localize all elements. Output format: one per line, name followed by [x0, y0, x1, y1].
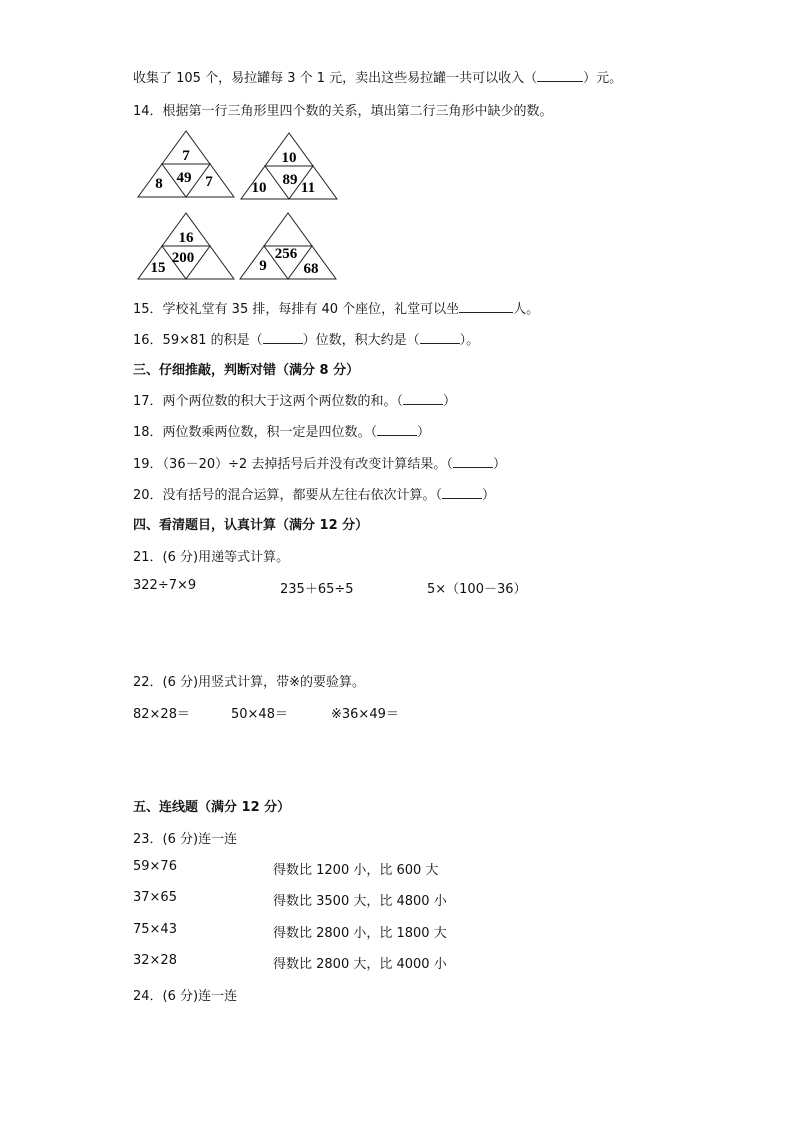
question-17 — [133, 390, 456, 409]
match-right-item[interactable]: 得数比 3500 大，比 4800 小 — [273, 894, 447, 909]
question-text: ） — [417, 425, 431, 440]
number-triangle-1 — [137, 130, 235, 198]
question-23: 23．(6 分)连一连 — [133, 832, 238, 847]
match-left-item[interactable]: 59×76 — [133, 859, 177, 874]
question-text: 20．没有括号的混合运算，都要从左往右依次计算。（ — [133, 488, 443, 503]
triangle-left-number: 15 — [150, 260, 166, 276]
question-text: 16．59×81 的积是（ — [133, 333, 263, 348]
match-left-item[interactable]: 37×65 — [133, 890, 177, 905]
triangle-top-number: 7 — [182, 148, 190, 164]
answer-blank[interactable] — [453, 456, 493, 468]
question-24: 24．(6 分)连一连 — [133, 989, 238, 1004]
calc-expression: 5×（100－36） — [427, 582, 527, 597]
vertical-calc-expression: ※36×49＝ — [331, 707, 399, 722]
triangle-right-number: 68 — [303, 261, 319, 277]
answer-blank[interactable] — [420, 332, 460, 344]
triangle-center-number: 89 — [282, 172, 298, 188]
question-14: 14．根据第一行三角形里四个数的关系，填出第二行三角形中缺少的数。 — [133, 104, 553, 119]
triangle-top-number: 16 — [178, 230, 194, 246]
triangle-left-number: 10 — [251, 180, 267, 196]
triangle-right-number: 11 — [300, 180, 316, 196]
answer-blank[interactable] — [377, 424, 417, 436]
number-triangle-3 — [137, 212, 235, 280]
triangle-center-number: 49 — [176, 170, 192, 186]
section-heading-5: 五、连线题（满分 12 分） — [133, 800, 291, 815]
question-text: ） — [443, 394, 457, 409]
question-13-tail — [133, 67, 622, 86]
match-left-item[interactable]: 75×43 — [133, 922, 177, 937]
question-16 — [133, 329, 479, 348]
match-right-item[interactable]: 得数比 1200 小，比 600 大 — [273, 863, 439, 878]
triangle-top-number: 10 — [281, 150, 297, 166]
question-text: 收集了 105 个，易拉罐每 3 个 1 元，卖出这些易拉罐一共可以收入（ — [133, 71, 538, 86]
question-text: ） — [492, 457, 506, 472]
vertical-calc-expression: 82×28＝ — [133, 707, 190, 722]
answer-blank[interactable] — [442, 487, 482, 499]
triangle-right-number: 7 — [205, 174, 213, 190]
answer-blank[interactable] — [459, 301, 513, 313]
number-triangle-2 — [240, 132, 338, 200]
calc-expression: 235＋65÷5 — [280, 582, 354, 597]
question-text: 19．（36－20）÷2 去掉括号后并没有改变计算结果。（ — [133, 457, 453, 472]
match-right-item[interactable]: 得数比 2800 小，比 1800 大 — [273, 926, 447, 941]
section-heading-3: 三、仔细推敲，判断对错（满分 8 分） — [133, 363, 360, 378]
question-18 — [133, 421, 430, 440]
question-text: 18．两位数乘两位数，积一定是四位数。（ — [133, 425, 378, 440]
triangle-center-number: 256 — [274, 246, 298, 262]
triangle-center-number: 200 — [171, 250, 195, 266]
match-right-item[interactable]: 得数比 2800 大，比 4000 小 — [273, 957, 447, 972]
answer-blank[interactable] — [263, 332, 303, 344]
calc-expression: 322÷7×9 — [133, 578, 197, 593]
match-left-item[interactable]: 32×28 — [133, 953, 177, 968]
question-15 — [133, 298, 539, 317]
answer-blank[interactable] — [403, 393, 443, 405]
question-text: ）。 — [459, 333, 480, 348]
triangle-left-number: 9 — [259, 258, 267, 274]
question-text: ）元。 — [583, 71, 623, 86]
question-21: 21．(6 分)用递等式计算。 — [133, 550, 290, 565]
question-text: 人。 — [513, 302, 540, 317]
answer-blank[interactable] — [537, 70, 583, 82]
question-22: 22．(6 分)用竖式计算，带※的要验算。 — [133, 675, 365, 690]
question-19 — [133, 453, 506, 472]
question-text: ） — [482, 488, 496, 503]
triangle-left-number: 8 — [155, 176, 163, 192]
question-20 — [133, 484, 495, 503]
question-text: 17．两个两位数的积大于这两个两位数的和。（ — [133, 394, 404, 409]
section-heading-4: 四、看清题目，认真计算（满分 12 分） — [133, 518, 369, 533]
question-text: 15．学校礼堂有 35 排，每排有 40 个座位，礼堂可以坐 — [133, 302, 460, 317]
vertical-calc-expression: 50×48＝ — [231, 707, 288, 722]
number-triangle-4 — [239, 212, 337, 280]
question-text: ）位数，积大约是（ — [302, 333, 420, 348]
